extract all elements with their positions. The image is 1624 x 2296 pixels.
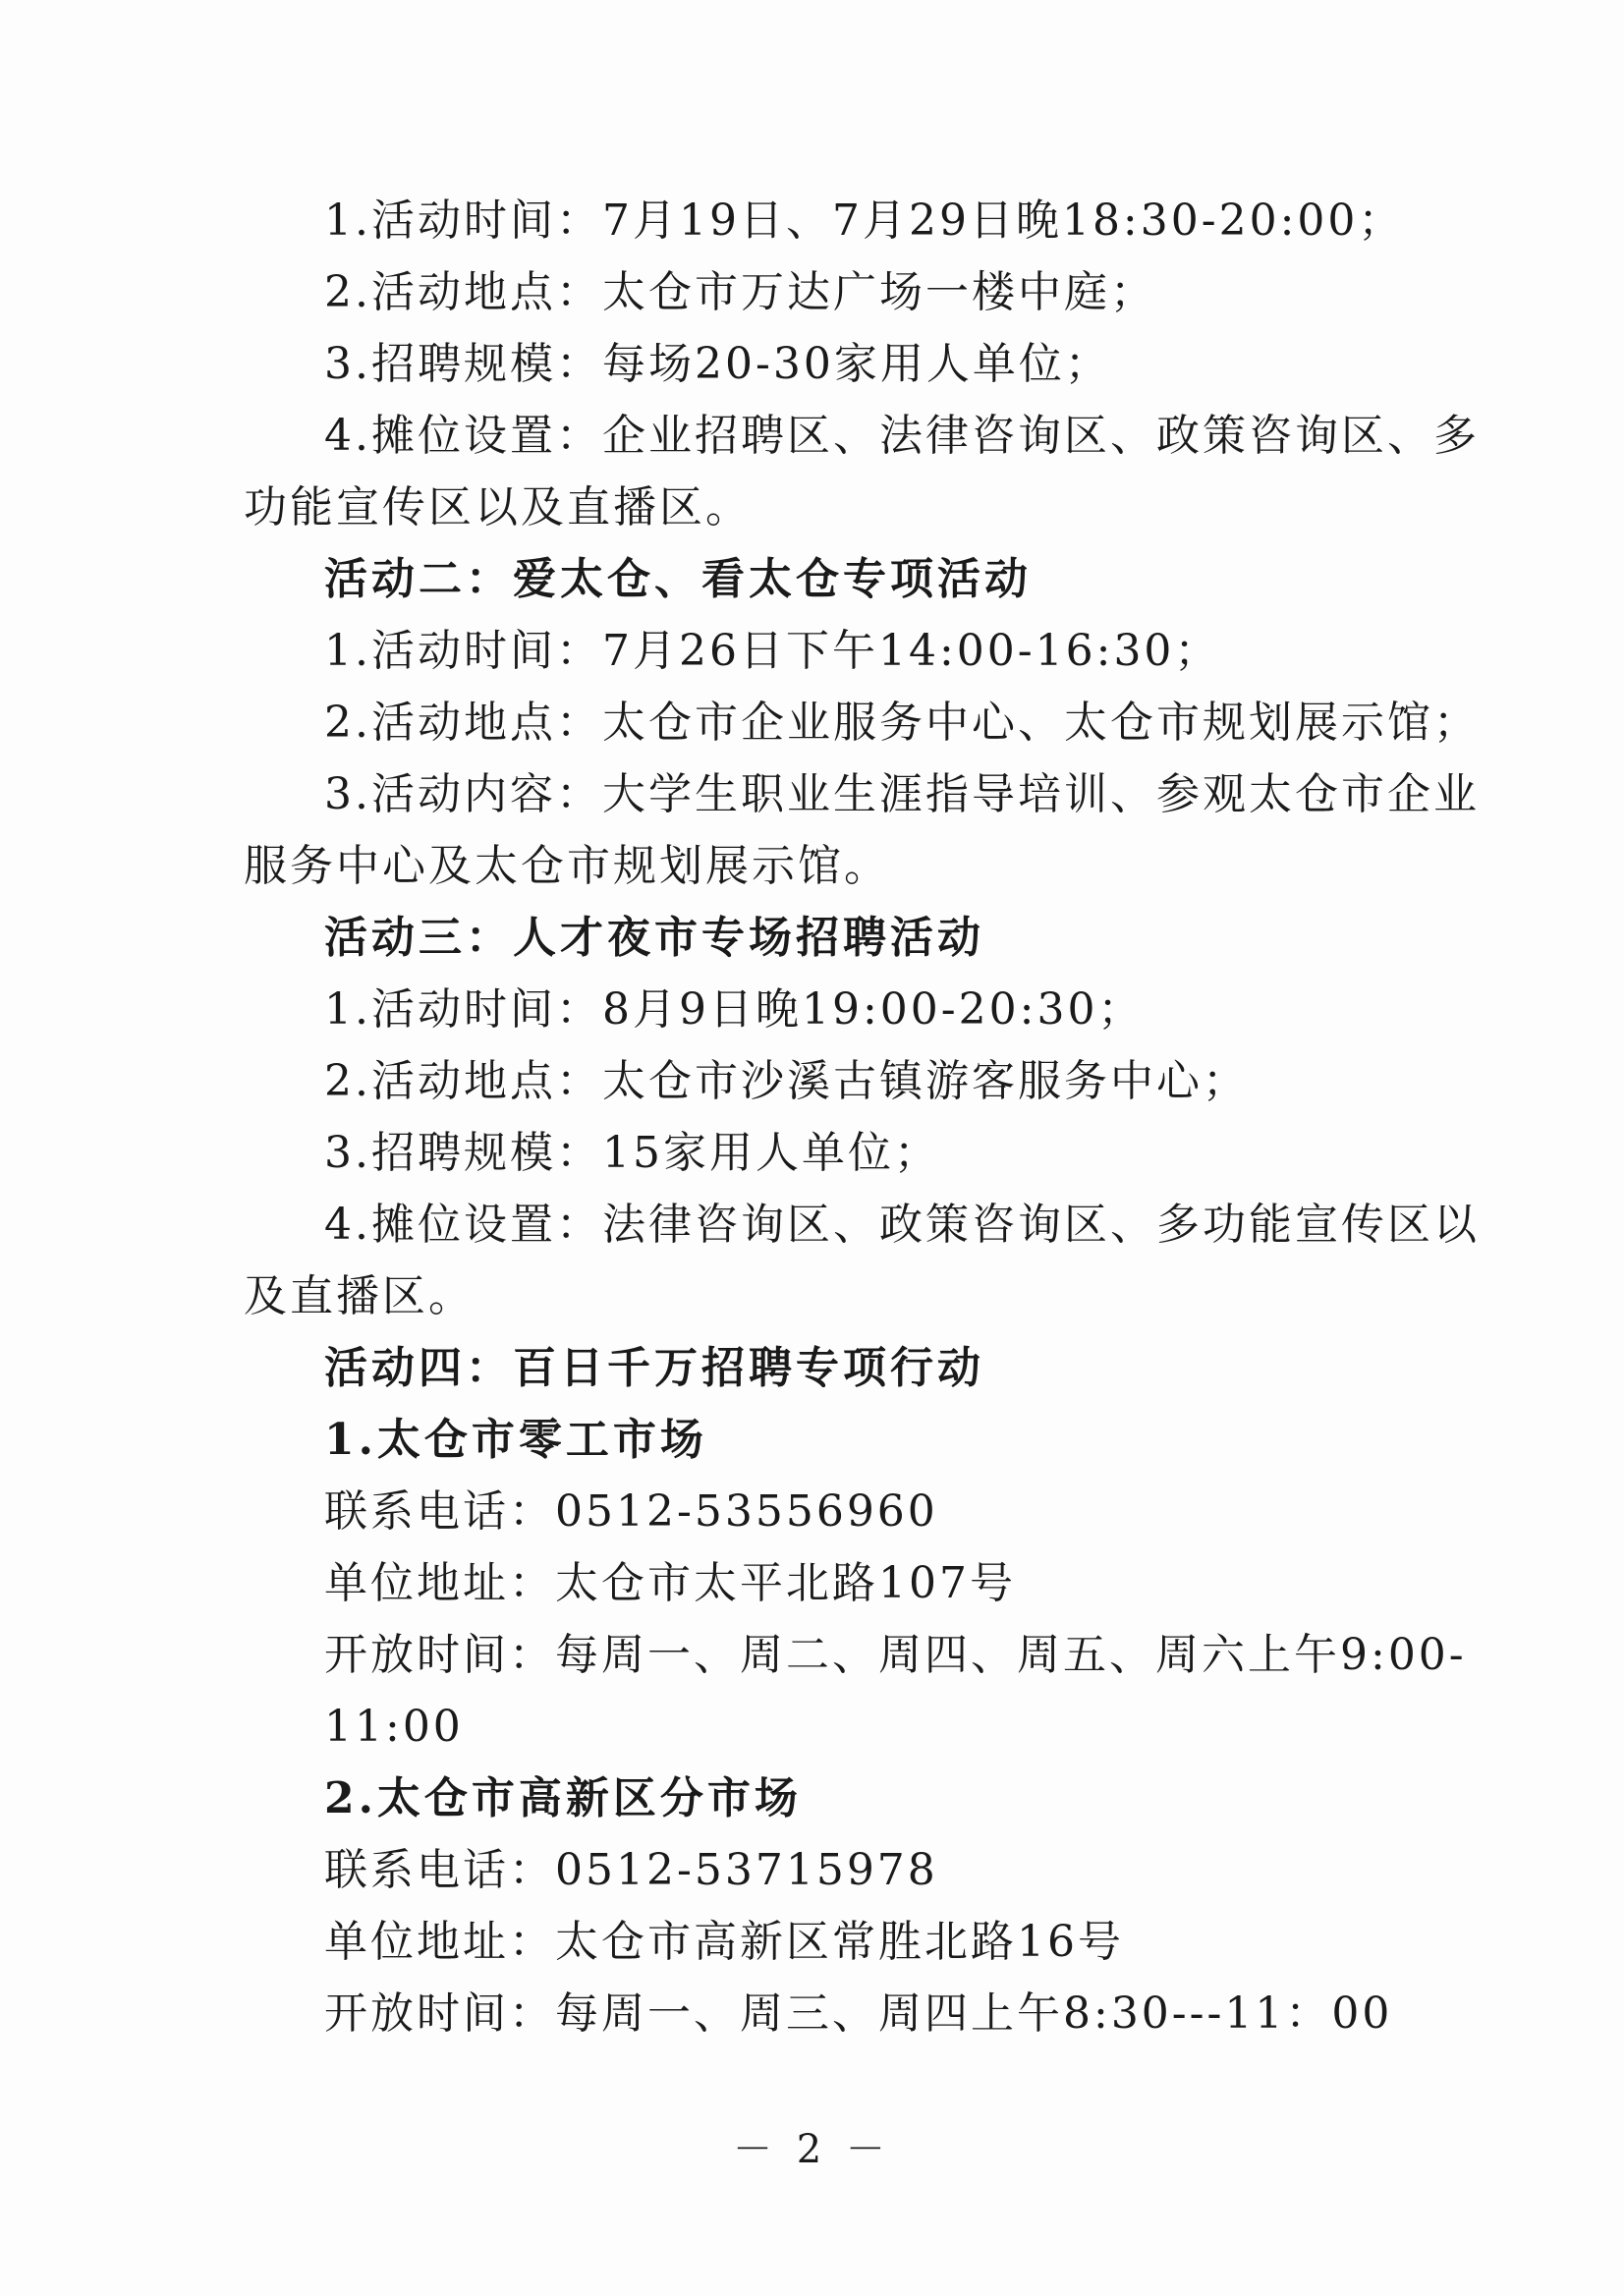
market1-hours-line: 开放时间：每周一、周二、周四、周五、周六上午9:00- — [324, 1630, 1467, 1680]
event1-scale-line: 3.招聘规模：每场20-30家用人单位； — [324, 339, 1111, 389]
event1-booth-line: 4.摊位设置：企业招聘区、法律咨询区、政策咨询区、多 — [324, 411, 1480, 461]
market2-hours-line: 开放时间：每周一、周三、周四上午8:30---11：00 — [324, 1988, 1393, 2039]
event3-time-line: 1.活动时间：8月9日晚19:00-20:30； — [324, 984, 1145, 1035]
event1-location-line: 2.活动地点：太仓市万达广场一楼中庭； — [324, 267, 1156, 317]
event2-location-line: 2.活动地点：太仓市企业服务中心、太仓市规划展示馆； — [324, 698, 1480, 748]
market2-phone-line: 联系电话：0512-53715978 — [324, 1845, 938, 1895]
event3-booth-line-cont: 及直播区。 — [244, 1271, 475, 1321]
event3-scale-line: 3.招聘规模：15家用人单位； — [324, 1128, 940, 1178]
event2-time-line: 1.活动时间：7月26日下午14:00-16:30； — [324, 626, 1221, 676]
market1-heading: 1.太仓市零工市场 — [324, 1415, 707, 1465]
event4-heading: 活动四：百日千万招聘专项行动 — [324, 1343, 984, 1393]
market2-address-line: 单位地址：太仓市高新区常胜北路16号 — [324, 1917, 1124, 1967]
event3-location-line: 2.活动地点：太仓市沙溪古镇游客服务中心； — [324, 1056, 1249, 1106]
page-number: － 2 － — [733, 2127, 891, 2172]
event3-booth-line: 4.摊位设置：法律咨询区、政策咨询区、多功能宣传区以 — [324, 1200, 1480, 1250]
event3-heading: 活动三：人才夜市专场招聘活动 — [324, 913, 984, 963]
market1-phone-line: 联系电话：0512-53556960 — [324, 1486, 938, 1537]
market1-hours-line-cont: 11:00 — [324, 1702, 464, 1752]
event1-time-line: 1.活动时间：7月19日、7月29日晚18:30-20:00； — [324, 196, 1405, 246]
event2-content-line-cont: 服务中心及太仓市规划展示馆。 — [244, 841, 890, 891]
event2-content-line: 3.活动内容：大学生职业生涯指导培训、参观太仓市企业 — [324, 769, 1480, 819]
market2-heading: 2.太仓市高新区分市场 — [324, 1773, 802, 1823]
market1-address-line: 单位地址：太仓市太平北路107号 — [324, 1558, 1016, 1608]
event2-heading: 活动二：爱太仓、看太仓专项活动 — [324, 554, 1032, 604]
event1-booth-line-cont: 功能宣传区以及直播区。 — [244, 482, 752, 532]
